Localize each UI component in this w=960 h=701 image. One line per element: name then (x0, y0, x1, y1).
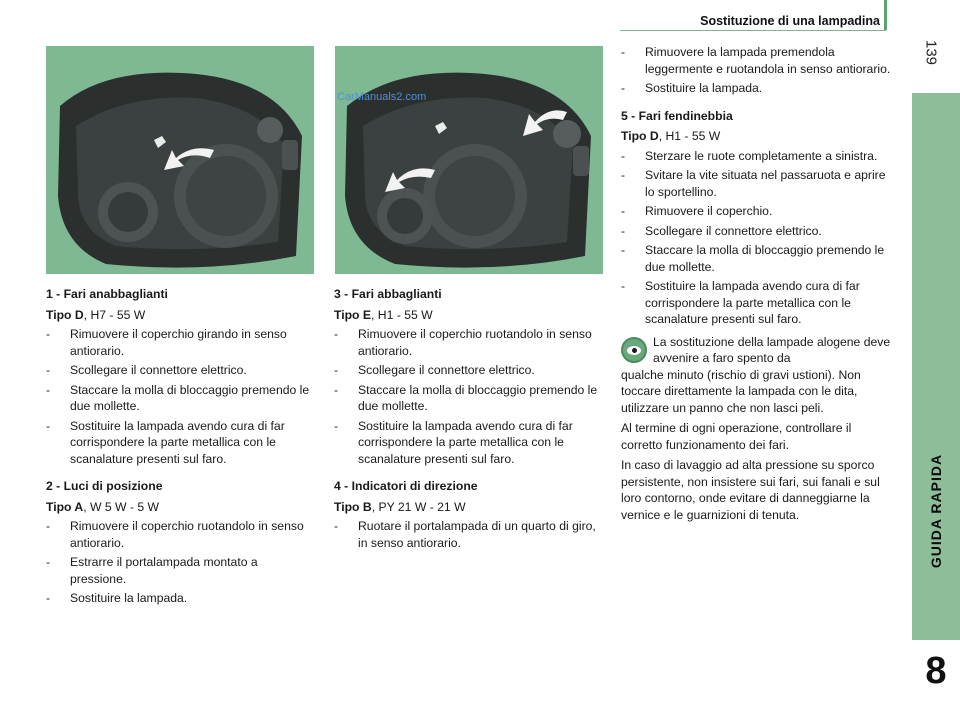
step-item: - Rimuovere il coperchio girando in senso antiorario. (46, 326, 316, 359)
step-item: - Staccare la molla di bloccaggio premendo le due mollette. (621, 242, 891, 275)
step-item: - Sostituire la lampada avendo cura di far corrispondere la parte metallica con le scanalature presenti sul faro. (334, 418, 604, 468)
sidebar-chapter-label: GUIDA RAPIDA (928, 453, 944, 569)
step-item: - Scollegare il connettore elettrico. (46, 362, 316, 379)
step-item: - Sostituire la lampada avendo cura di far corrispondere la parte metallica con le scanalature presenti sul faro. (621, 278, 891, 328)
page-number: 139 (922, 39, 940, 66)
note-text-warning: qualche minuto (rischio di gravi ustioni). Non toccare direttamente la lampada con le dita, utilizzare un panno che non lasci peli. (621, 367, 861, 415)
section-title-indicators: 4 - Indicatori di direzione (334, 479, 478, 493)
bulb-type-indicators (334, 499, 604, 516)
section-title-high-beam: 3 - Fari abbaglianti (334, 287, 442, 301)
bulb-type-value: , H7 - 55 W (83, 307, 146, 322)
section-title-fog: 5 - Fari fendinebbia (621, 108, 733, 123)
step-item: - Rimuovere il coperchio ruotandolo in senso antiorario. (334, 326, 604, 359)
step-item: - Staccare la molla di bloccaggio premendo le due mollette. (334, 382, 604, 415)
step-item: - Ruotare il portalampada di un quarto di giro, in senso antiorario. (334, 518, 604, 551)
chapter-number: 8 (925, 650, 947, 692)
step-item: - Sostituire la lampada. (621, 80, 891, 97)
bulb-type-value: , W 5 W - 5 W (83, 499, 160, 514)
chapter-sidebar (912, 93, 960, 692)
step-item: - Rimuovere il coperchio. (621, 203, 891, 220)
bulb-type-low-beam (46, 307, 316, 324)
step-item: - Svitare la vite situata nel passaruota e aprire lo sportellino. (621, 167, 891, 200)
step-item: - Scollegare il connettore elettrico. (621, 223, 891, 240)
step-item: - Rimuovere il coperchio ruotandolo in senso antiorario. (46, 518, 316, 551)
section-title-low-beam: 1 - Fari anabbaglianti (46, 287, 168, 301)
column-left (46, 286, 316, 610)
header-accent-bar (884, 0, 887, 30)
watermark-text: CarManuals2.com (337, 91, 427, 103)
header-divider (620, 30, 886, 31)
page-header-title: Sostituzione di una lampadina (700, 14, 880, 28)
bulb-type-position (46, 499, 316, 516)
bulb-type-high-beam (334, 307, 604, 324)
section-title-position: 2 - Luci di posizione (46, 479, 163, 493)
step-item: - Rimuovere la lampada premendola leggermente e ruotandola in senso antiorario. (621, 44, 891, 77)
bulb-type-label: Tipo D (621, 129, 659, 143)
bulb-type-fog (621, 128, 891, 145)
bulb-type-value: , H1 - 55 W (371, 307, 433, 322)
headlamp-rear-photo-right (335, 46, 603, 274)
bulb-type-value: , PY 21 W - 21 W (371, 499, 466, 514)
safety-note (621, 334, 891, 524)
note-text-washing: In caso di lavaggio ad alta pressione su sporco persistente, non insistere sui fari, sui fanali e sul loro contorno, onde evitare di danneggiarne la vernice e le guarnizioni di tenuta. (621, 458, 880, 522)
step-item: - Estrarre il portalampada montato a pressione. (46, 554, 316, 587)
step-item: - Sostituire la lampada avendo cura di far corrispondere la parte metallica con le scanalature presenti sul faro. (46, 418, 316, 468)
bulb-type-label: Tipo A (46, 499, 84, 514)
step-item: - Staccare la molla di bloccaggio premendo le due mollette. (46, 382, 316, 415)
note-text-check: Al termine di ogni operazione, controllare il corretto funzionamento dei fari. (621, 421, 852, 452)
note-text-intro: La sostituzione della lampade alogene deve avvenire a faro spento da (653, 334, 891, 365)
column-middle (334, 286, 604, 554)
bulb-type-label: Tipo D (46, 307, 84, 322)
bulb-type-label: Tipo E (334, 307, 372, 322)
bulb-type-value: , H1 - 55 W (658, 129, 721, 143)
step-item: - Sterzare le ruote completamente a sinistra. (621, 148, 891, 165)
eye-icon (621, 337, 647, 363)
step-item: - Sostituire la lampada. (46, 590, 316, 607)
column-right (621, 44, 891, 527)
headlamp-rear-photo-left (46, 46, 314, 274)
bulb-type-label: Tipo B (334, 499, 372, 514)
step-item: - Scollegare il connettore elettrico. (334, 362, 604, 379)
